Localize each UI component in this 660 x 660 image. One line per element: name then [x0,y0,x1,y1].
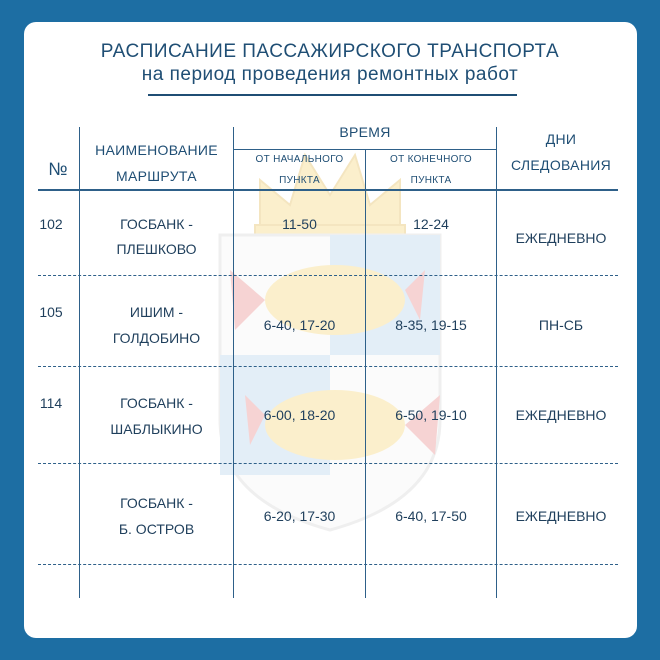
row-number: 114 [39,395,63,411]
row-route-line2: ШАБЛЫКИНО [110,421,203,437]
header-route-line1: НАИМЕНОВАНИЕ [95,142,218,158]
row-divider [38,463,618,464]
row-divider [38,564,618,565]
row-route-line2: ПЛЕШКОВО [116,241,197,257]
row-days: ЕЖЕДНЕВНО [515,508,607,524]
header-from-start-line2: ПУНКТА [279,175,320,186]
row-from-end: 6-50, 19-10 [395,407,467,423]
row-divider [38,366,618,367]
row-from-end: 12-24 [413,216,449,232]
header-days-line2: СЛЕДОВАНИЯ [510,157,612,173]
row-from-start: 6-00, 18-20 [263,407,336,423]
header-from-end-line1: ОТ КОНЕЧНОГО [390,154,472,165]
row-route-line1: ГОСБАНК - [120,216,193,232]
row-days: ПН-СБ [538,317,584,333]
row-from-start: 11-50 [282,216,317,232]
title-underline [148,94,517,96]
header-from-end-line2: ПУНКТА [410,175,452,186]
row-from-start: 6-40, 17-20 [263,317,336,333]
row-route-line1: ГОСБАНК - [120,495,193,511]
row-route-line2: Б. ОСТРОВ [118,521,195,537]
page-subtitle: на период проведения ремонтных работ [141,64,519,85]
row-number: 105 [39,304,63,320]
row-route-line1: ИШИМ - [129,304,184,320]
row-from-end: 8-35, 19-15 [395,317,467,333]
row-divider [38,275,618,276]
row-days: ЕЖЕДНЕВНО [515,230,607,246]
header-time: ВРЕМЯ [339,124,391,140]
row-days: ЕЖЕДНЕВНО [515,407,607,423]
row-route-line1: ГОСБАНК - [120,395,193,411]
header-number: № [48,159,68,179]
row-route-line2: ГОЛДОБИНО [112,330,201,346]
page-title: РАСПИСАНИЕ ПАССАЖИРСКОГО ТРАНСПОРТА [100,41,560,62]
row-from-end: 6-40, 17-50 [395,508,467,524]
row-number: 102 [39,216,63,232]
header-route-line2: МАРШРУТА [116,168,197,184]
header-days-line1: ДНИ [545,131,577,147]
header-from-start-line1: ОТ НАЧАЛЬНОГО [255,154,344,165]
row-from-start: 6-20, 17-30 [263,508,336,524]
